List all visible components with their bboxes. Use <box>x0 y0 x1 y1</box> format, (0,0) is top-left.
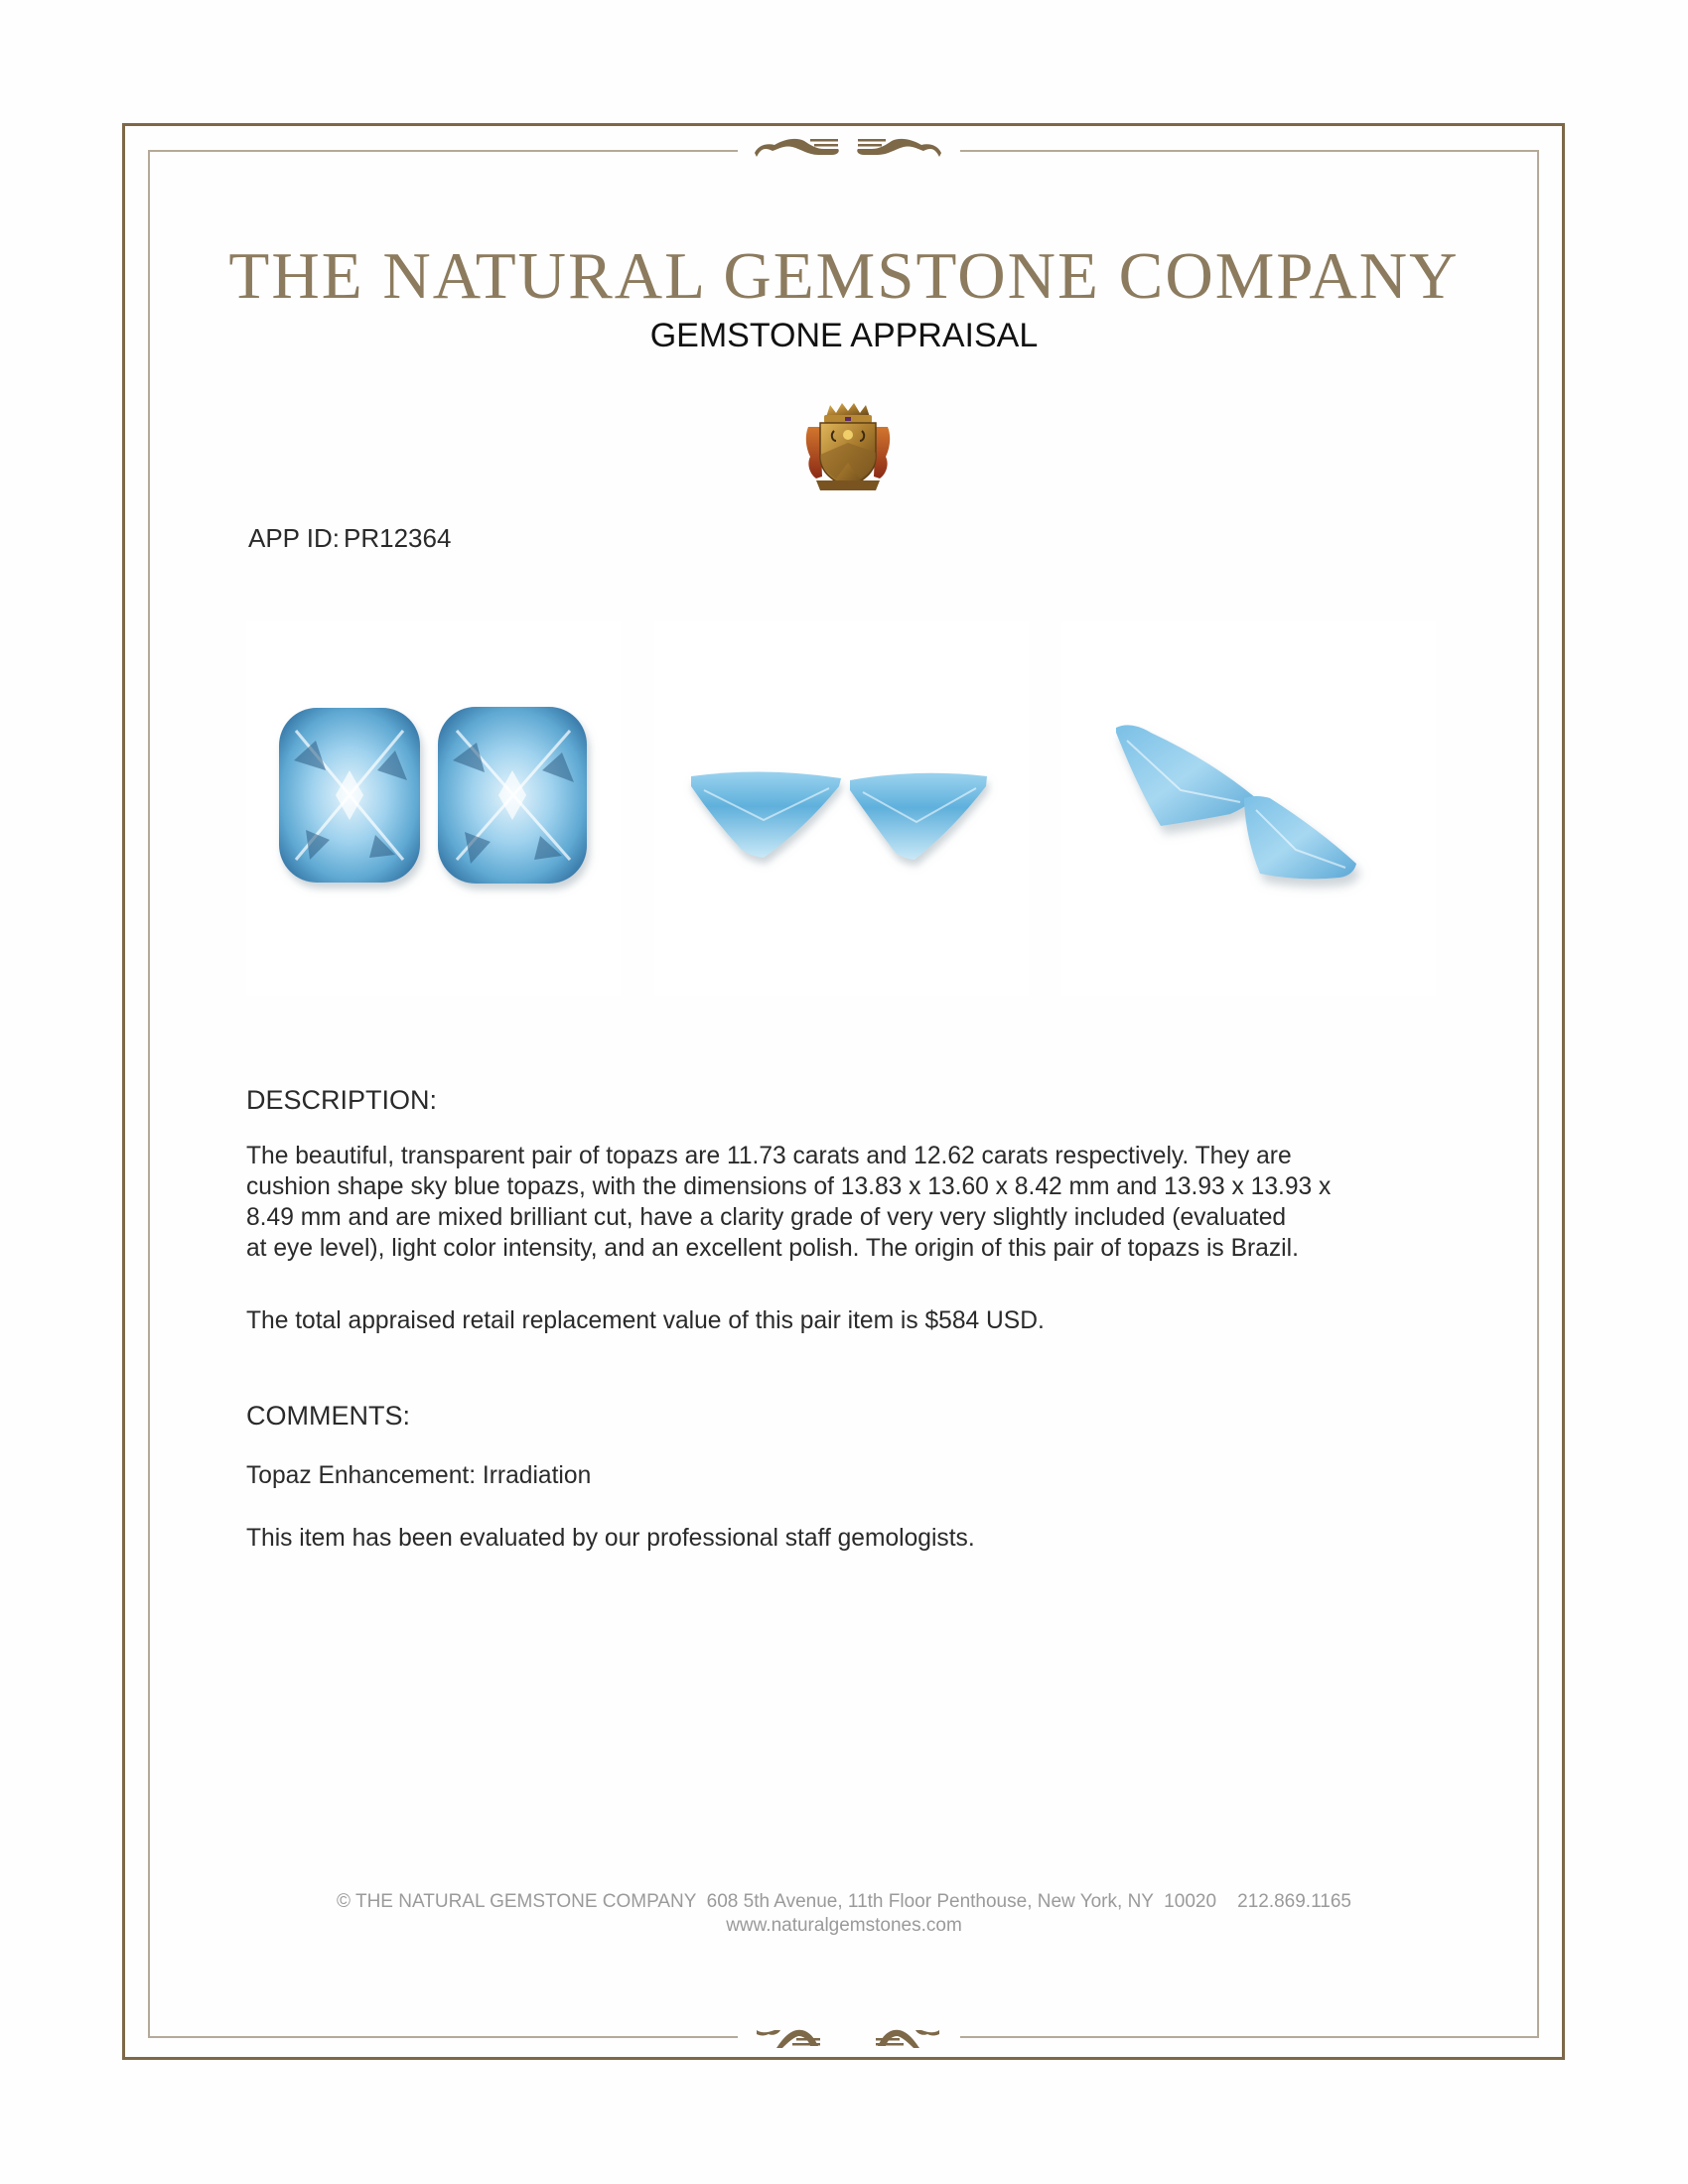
inner-border-top-right <box>960 150 1539 152</box>
evaluation-note: This item has been evaluated by our professional staff gemologists. <box>246 1525 975 1552</box>
app-id-label: APP ID: <box>248 523 341 553</box>
gem-image-side-view <box>654 621 1029 996</box>
description-heading: DESCRIPTION: <box>246 1085 438 1115</box>
description-line: at eye level), light color intensity, and an excellent polish. The origin of this pair of topazs is Brazil. <box>246 1235 1299 1262</box>
topaz-pair-side-view-icon <box>654 621 1029 996</box>
inner-border-left <box>148 150 150 2038</box>
footer-address <box>149 1890 1539 1914</box>
app-id-value: PR12364 <box>344 523 452 553</box>
gem-image-top-view <box>246 621 621 996</box>
description-line: cushion shape sky blue topazs, with the dimensions of 13.83 x 13.60 x 8.42 mm and 13.93 x 13.93 x <box>246 1173 1332 1200</box>
app-id <box>248 523 451 553</box>
inner-border-right <box>1537 150 1539 2038</box>
footer-address-text: © THE NATURAL GEMSTONE COMPANY 608 5th Avenue, 11th Floor Penthouse, New York, NY 10020 212.869.1165 <box>337 1891 1351 1912</box>
comments-heading: COMMENTS: <box>246 1401 410 1431</box>
flourish-ornament-top-icon <box>753 133 943 159</box>
footer-website-link[interactable]: www.naturalgemstones.com <box>726 1915 962 1936</box>
description-line: The beautiful, transparent pair of topazs are 11.73 carats and 12.62 carats respectively. They are <box>246 1143 1292 1169</box>
description-body <box>246 1141 1438 1264</box>
inner-border-top-left <box>148 150 738 152</box>
inner-border-bottom-left <box>148 2036 738 2038</box>
heraldic-crest-icon <box>802 397 894 494</box>
appraised-value-statement: The total appraised retail replacement value of this pair item is $584 USD. <box>246 1307 1045 1334</box>
document-title: GEMSTONE APPRAISAL <box>649 317 1039 354</box>
gem-image-angled-view <box>1061 621 1436 996</box>
topaz-pair-angled-view-icon <box>1061 621 1436 996</box>
inner-border-bottom-right <box>960 2036 1539 2038</box>
topaz-pair-top-view-icon <box>246 621 621 996</box>
description-line: 8.49 mm and are mixed brilliant cut, have a clarity grade of very very slightly included (evaluated <box>246 1204 1287 1231</box>
flourish-ornament-bottom-icon <box>753 2026 943 2050</box>
company-name-title: THE NATURAL GEMSTONE COMPANY <box>228 239 1460 313</box>
enhancement-note: Topaz Enhancement: Irradiation <box>246 1462 592 1489</box>
footer-website[interactable] <box>149 1914 1539 1938</box>
